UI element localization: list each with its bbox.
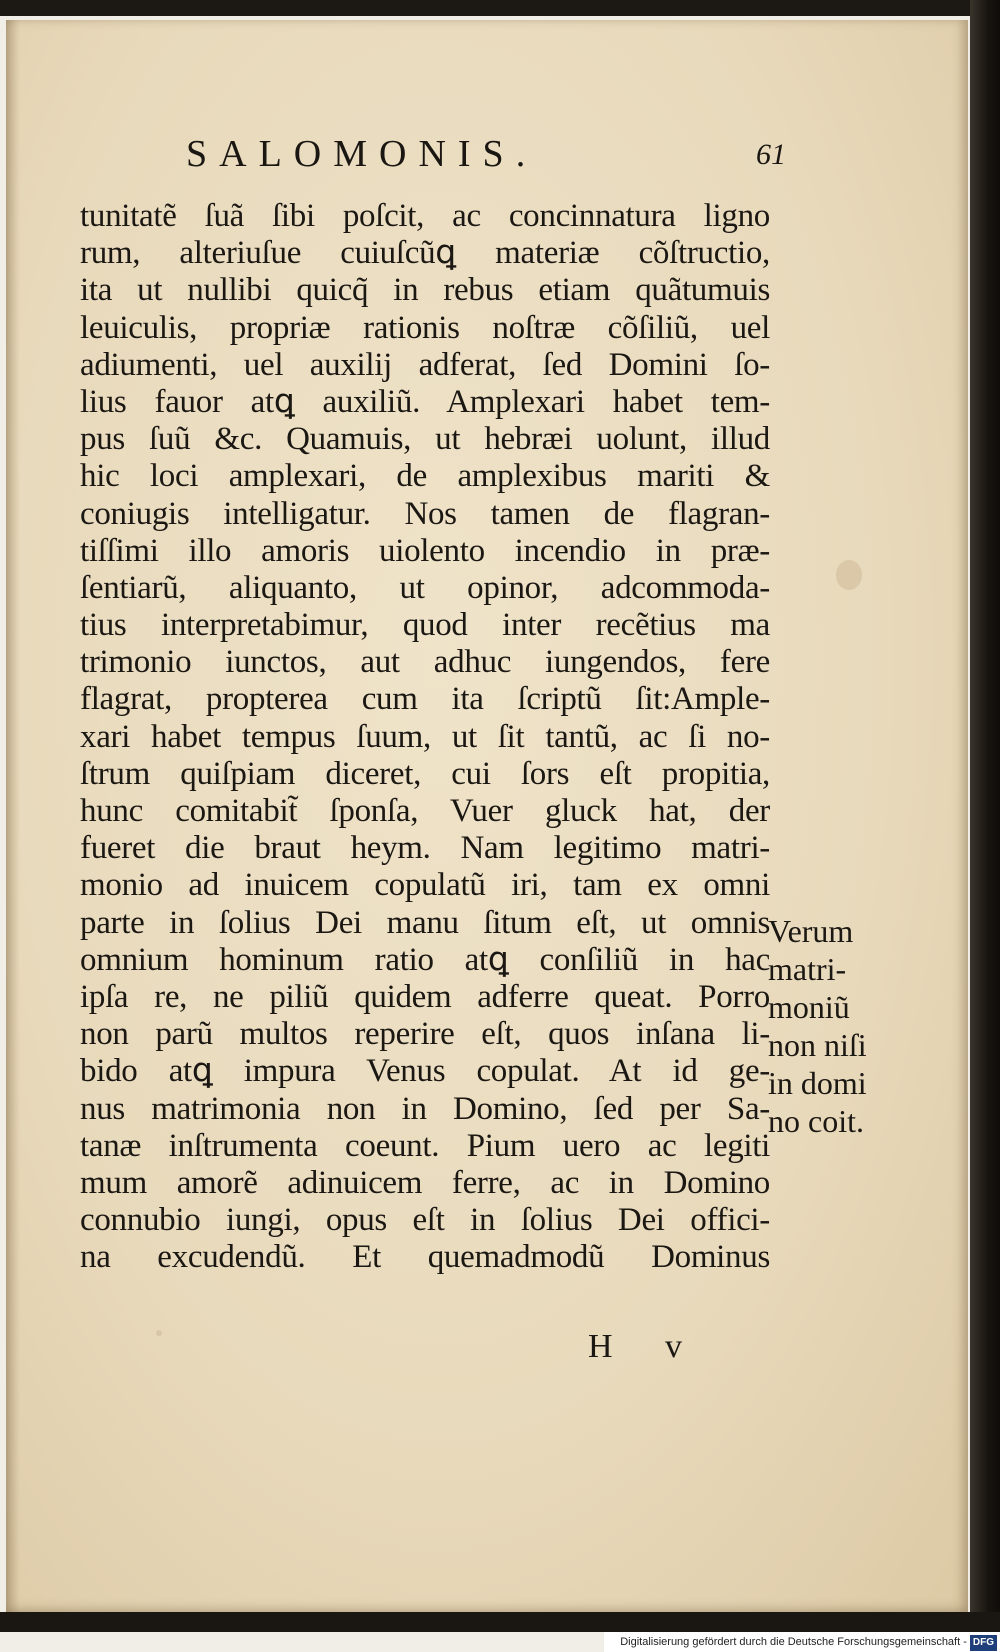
text-line: parte in ſolius Dei manu ſitum eſt, ut omnis (80, 904, 770, 941)
scan-border-bottom (0, 1612, 1000, 1632)
text-line: na excudendũ. Et quemadmodũ Dominus (80, 1239, 770, 1276)
marginal-line: no coit. (768, 1103, 864, 1139)
paper-stain (836, 560, 862, 590)
paper-speck (156, 1330, 162, 1336)
text-line: tiſſimi illo amoris uiolento incendio in præ- (80, 532, 770, 569)
text-line: monio ad inuicem copulatũ iri, tam ex omni (80, 867, 770, 904)
scan-border-right (970, 0, 1000, 1630)
marginal-line: moniũ (768, 989, 850, 1025)
text-line: tunitatẽ ſuã ſibi poſcit, ac concinnatura ligno (80, 198, 770, 234)
digitization-credit (604, 1632, 1000, 1652)
marginal-line: non niſi (768, 1027, 867, 1063)
text-line: fueret die braut heym. Nam legitimo matri- (80, 830, 770, 867)
text-line: connubio iungi, opus eſt in ſolius Dei offici- (80, 1202, 770, 1239)
text-line: xari habet tempus ſuum, ut ſit tantũ, ac ſi no- (80, 718, 770, 755)
text-line: ſentiarũ, aliquanto, ut opinor, adcommoda- (80, 569, 770, 606)
text-line: bido atꝗ impura Venus copulat. At id ge- (80, 1053, 770, 1090)
marginal-line: Verum (768, 913, 854, 949)
marginal-line: in domi (768, 1065, 867, 1101)
running-head: SALOMONIS. (186, 133, 538, 175)
marginal-line: matri- (768, 951, 847, 987)
text-line: nus matrimonia non in Domino, ſed per Sa- (80, 1090, 770, 1127)
folio-number: 61 (756, 138, 786, 171)
text-line: ipſa re, ne piliũ quidem adferre queat. Porro (80, 978, 770, 1015)
gutter-shadow (6, 20, 20, 1614)
credit-text: Digitalisierung gefördert durch die Deutsche Forschungsgemeinschaft - (620, 1636, 967, 1648)
text-line: mum amorẽ adinuicem ferre, ac in Domino (80, 1164, 770, 1201)
text-line: hic loci amplexari, de amplexibus mariti & (80, 458, 770, 495)
text-line: adiumenti, uel auxilij adferat, ſed Domini ſo- (80, 346, 770, 383)
text-line: coniugis intelligatur. Nos tamen de flagran- (80, 495, 770, 532)
page-header (186, 132, 786, 182)
text-line: omnium hominum ratio atꝗ conſiliũ in hac (80, 941, 770, 978)
main-text-block (80, 198, 770, 1276)
text-line: hunc comitabit̃ ſponſa, Vuer gluck hat, der (80, 793, 770, 829)
text-line: trimonio iunctos, aut adhuc iungendos, fere (80, 644, 770, 681)
text-line: ſtrum quiſpiam diceret, cui ſors eſt propitia, (80, 755, 770, 792)
text-line: rum, alteriuſue cuiuſcũꝗ materiæ cõſtructio, (80, 235, 770, 272)
text-line: lius fauor atꝗ auxiliũ. Amplexari habet tem- (80, 383, 770, 420)
scan-border-top (0, 0, 1000, 16)
text-line: tius interpretabimur, quod inter recẽtius ma (80, 607, 770, 644)
text-line: ita ut nullibi quicq̃ in rebus etiam quãtumuis (80, 272, 770, 309)
text-line: pus ſuũ &c. Quamuis, ut hebræi uolunt, illud (80, 421, 770, 458)
text-line: flagrat, propterea cum ita ſcriptũ ſit:Ample- (80, 681, 770, 718)
text-line: non parũ multos reperire eſt, quos inſana li- (80, 1016, 770, 1053)
marginal-note (768, 912, 918, 1140)
text-line: leuiculis, propriæ rationis noſtræ cõſiliũ, uel (80, 309, 770, 346)
text-line: tanæ inſtrumenta coeunt. Pium uero ac legiti (80, 1127, 770, 1164)
book-page (6, 20, 968, 1614)
signature-mark: H v (588, 1328, 705, 1365)
dfg-logo: DFG (970, 1635, 997, 1651)
